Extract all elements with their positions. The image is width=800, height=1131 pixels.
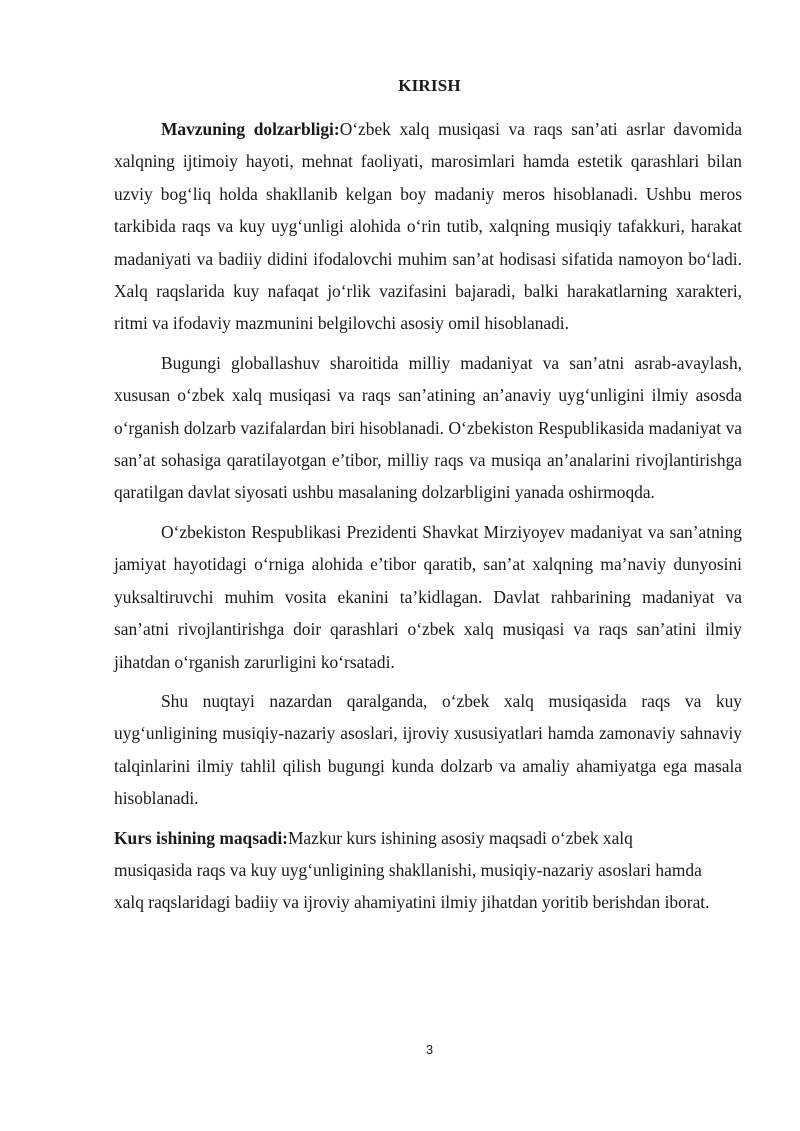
page-number: 3 <box>425 1042 434 1057</box>
relevance-text: O‘zbek xalq musiqasi va raqs san’ati asrlar davomida xalqning ijtimoiy hayoti, mehnat faoliyati, marosimlari hamda estetik qarashlari bilan uzviy bog‘liq holda shakllanib kelgan boy madaniy meros hisoblanadi. Ushbu meros tarkibida raqs va kuy uyg‘unligi alohida o‘rin tutib, xalqning musiqiy tafakkuri, harakat madaniyati va badiiy didini ifodalovchi muhim san’at hodisasi sifatida namoyon bo‘ladi. Xalq raqslarida kuy nafaqat jo‘rlik vazifasini bajaradi, balki harakatlarning xarakteri, ritmi va ifodaviy mazmunini belgilovchi asosiy omil hisoblanadi. <box>114 119 742 334</box>
paragraph-text: Shu nuqtayi nazardan qaralganda, o‘zbek xalq musiqasida raqs va kuy uyg‘unligining musiqiy-nazariy asoslari, ijroviy xususiyatlari hamda zamonaviy sahnaviy talqinlarini ilmiy tahlil qilish bugungi kunda dolzarb va amaliy ahamiyatga ega masala hisoblanadi. <box>114 690 742 809</box>
body-text <box>114 113 742 919</box>
viewpoint-paragraph <box>114 685 742 815</box>
president-paragraph <box>114 516 742 678</box>
globalization-paragraph <box>114 347 742 509</box>
goal-paragraph <box>114 822 714 919</box>
goal-text: Mazkur kurs ishining asosiy maqsadi o‘zbek xalq musiqasida raqs va kuy uyg‘unligining shakllanishi, musiqiy-nazariy asoslari hamda xalq raqslaridagi badiiy va ijroviy ahamiyatini ilmiy jihatdan yoritib berishdan iborat. <box>114 827 710 913</box>
section-title: KIRISH <box>398 76 461 95</box>
relevance-heading: Mavzuning dolzarbligi: <box>161 119 340 139</box>
paragraph-text: O‘zbekiston Respublikasi Prezidenti Shavkat Mirziyoyev madaniyat va san’atning jamiyat hayotidagi o‘rniga alohida e’tibor qaratib, san’at xalqning ma’naviy dunyosini yuksaltiruvchi muhim vosita ekanini ta’kidlagan. Davlat rahbarining madaniyat va san’atni rivojlantirishga doir qarashlari o‘zbek xalq musiqasi va raqs san’atini ilmiy jihatdan o‘rganish zarurligini ko‘rsatadi. <box>114 521 742 672</box>
goal-heading: Kurs ishining maqsadi: <box>114 827 288 848</box>
relevance-paragraph <box>114 113 742 340</box>
paragraph-text: Bugungi globallashuv sharoitida milliy madaniyat va san’atni asrab-avaylash, xususan o‘zbek xalq musiqasi va raqs san’atining an’anaviy uyg‘unligini ilmiy asosda o‘rganish dolzarb vazifalardan biri hisoblanadi. O‘zbekiston Respublikasida madaniyat va san’at sohasiga qaratilayotgan e’tibor, milliy raqs va musiqa an’analarini rivojlantirishga qaratilgan davlat siyosati ushbu masalaning dolzarbligini yanada oshirmoqda. <box>114 352 742 503</box>
